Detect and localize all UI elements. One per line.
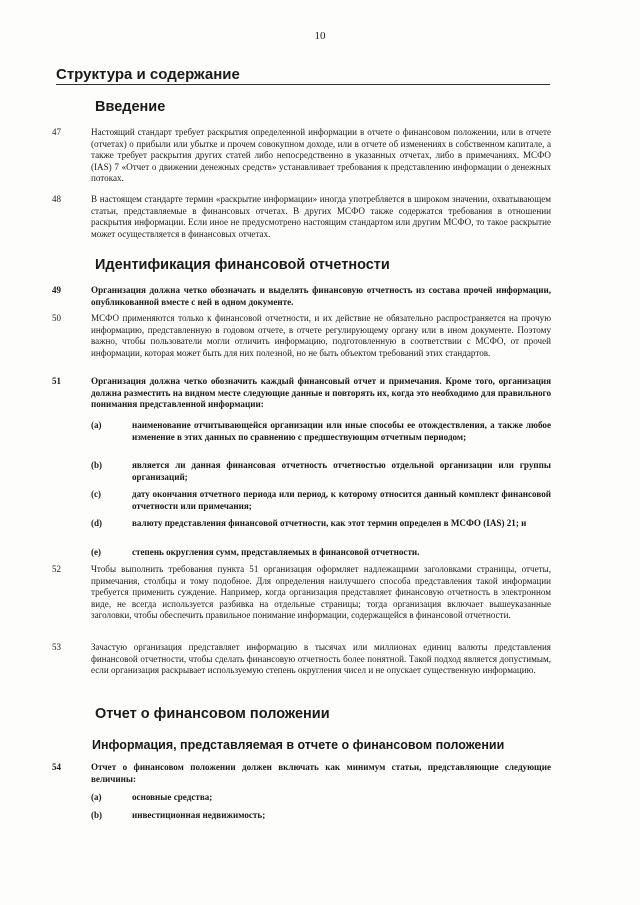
- list-item-text: наименование отчитывающейся организации или иные способы ее отождествления, а также любое изменение в этих данных по сравнению с предшествующим отчетным периодом;: [132, 420, 551, 442]
- list-item-label: (a): [91, 420, 102, 430]
- list-item-text: является ли данная финансовая отчетность отчетностью отдельной организации или группы организаций;: [132, 460, 551, 482]
- list-item-label: (e): [91, 547, 101, 557]
- paragraph-text: Организация должна четко обозначать и выделять финансовую отчетность из состава прочей информации, опубликованной вместе с ней в одном документе.: [91, 285, 551, 307]
- list-item-label: (b): [91, 810, 102, 820]
- heading-financial-position: Отчет о финансовом положении: [95, 706, 330, 722]
- paragraph-text: Отчет о финансовом положении должен включать как минимум статьи, представляющие следующие величины:: [91, 762, 551, 784]
- paragraph-number: 49: [52, 285, 61, 295]
- list-item-text: основные средства;: [132, 792, 213, 802]
- list-item-label: (b): [91, 460, 102, 470]
- list-item-text: степень округления сумм, представляемых в финансовой отчетности.: [132, 547, 420, 557]
- paragraph-number: 48: [52, 194, 61, 204]
- list-item-text: валюту представления финансовой отчетности, как этот термин определен в МСФО (IAS) 21; и: [132, 518, 527, 528]
- section-title: Структура и содержание: [56, 66, 550, 85]
- paragraph-text: Настоящий стандарт требует раскрытия определенной информации в отчете о финансовом положении, или в отчете (отчетах) о прибыли или убытке и прочем совокупном доходе, или в отчете об изменениях в собственном капитале, а также требует раскрытия других статей либо непосредственно в указанных отчетах, либо в примечаниях. МСФО (IAS) 7 «Отчет о движении денежных средств» устанавливает требования к представлению информации о денежных потоках.: [91, 127, 551, 184]
- paragraph-text: Организация должна четко обозначить каждый финансовый отчет и примечания. Кроме того, организация должна разместить на видном месте следующие данные и повторять их, когда это необходимо для правильного понимания представленной информации:: [91, 376, 551, 410]
- paragraph-number: 52: [52, 564, 61, 574]
- list-item-label: (d): [91, 518, 102, 528]
- heading-information-presented: Информация, представляемая в отчете о финансовом положении: [92, 738, 505, 752]
- heading-intro: Введение: [95, 99, 166, 115]
- list-item-label: (c): [91, 489, 101, 499]
- list-item-label: (a): [91, 792, 102, 802]
- paragraph-number: 53: [52, 642, 61, 652]
- paragraph-number: 54: [52, 762, 61, 772]
- page-number: 10: [314, 30, 326, 42]
- paragraph-text: Зачастую организация представляет информацию в тысячах или миллионах единиц валюты представления финансовой отчетности, чтобы сделать финансовую отчетность более понятной. Такой подход является допустимым, если организация раскрывает используемую степень округления чисел и не опускает существенную информацию.: [91, 642, 551, 676]
- paragraph-number: 50: [52, 313, 61, 323]
- list-item-text: инвестиционная недвижимость;: [132, 810, 266, 820]
- paragraph-number: 51: [52, 376, 61, 386]
- paragraph-text: МСФО применяются только к финансовой отчетности, и их действие не обязательно распространяется на прочую информацию, представленную в годовом отчете, в отчете регулирующему органу или в ином документе. Поэтому важно, чтобы пользователи могли отличить информацию, подготовленную в соответствии с МСФО, от прочей информации, которая может быть для них полезной, но не быть объектом требований этих стандартов.: [91, 313, 551, 358]
- paragraph-number: 47: [52, 127, 61, 137]
- list-item-text: дату окончания отчетного периода или период, к которому относится данный комплект финансовой отчетности или примечания;: [132, 489, 551, 511]
- paragraph-text: В настоящем стандарте термин «раскрытие информации» иногда употребляется в широком значении, охватывающем статьи, представляемые в финансовых отчетах. В других МСФО также содержатся требования в отношении раскрытия информации. Если иное не предусмотрено настоящим стандартом или другим МСФО, то такое раскрытие может осуществляется в финансовых отчетах.: [91, 194, 551, 239]
- heading-identification: Идентификация финансовой отчетности: [95, 257, 390, 273]
- paragraph-text: Чтобы выполнить требования пункта 51 организация оформляет надлежащими заголовками страницы, отчеты, примечания, столбцы и тому подобное. Для определения наилучшего способа представления такой информации требуется применить суждение. Например, когда организация представляет финансовую отчетность в электронном виде, не всегда используется разбивка на отдельные страницы; тогда организация включает вышеуказанные заголовки, чтобы обеспечить правильное понимание информации, содержащейся в финансовой отчетности.: [91, 564, 551, 621]
